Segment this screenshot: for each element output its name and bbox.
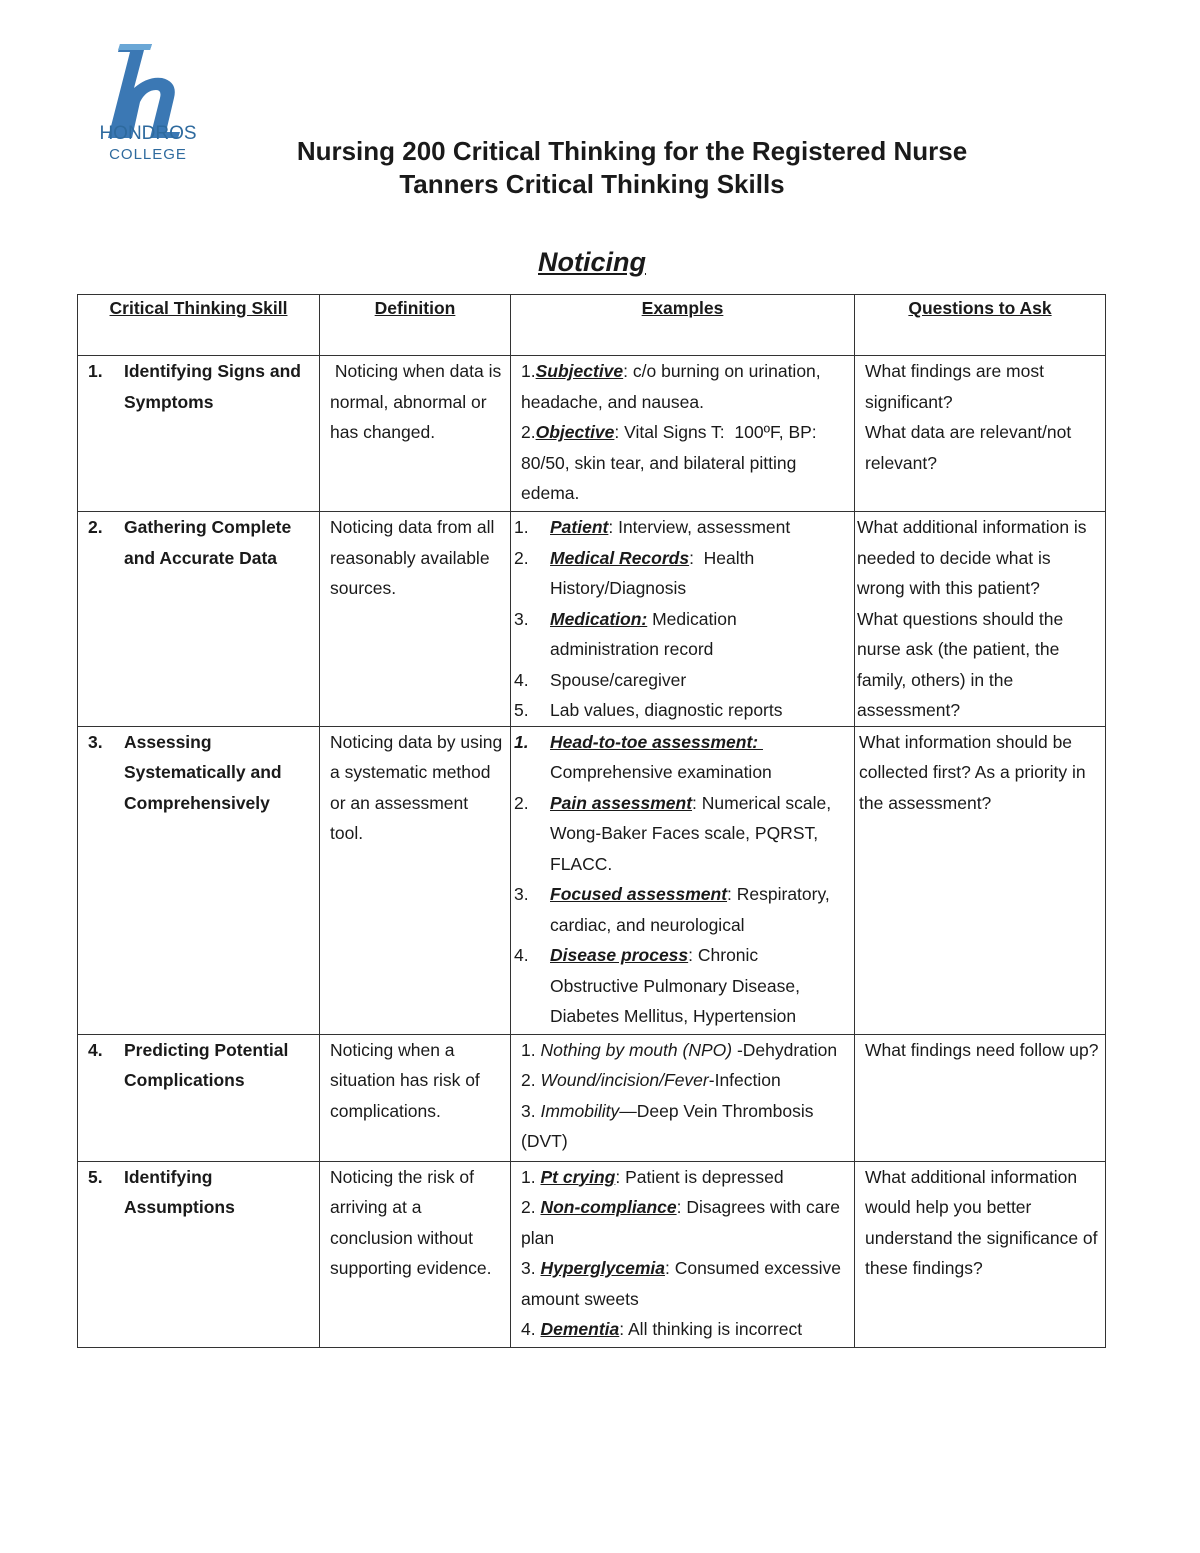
column-header: Critical Thinking Skill (78, 295, 320, 356)
definition-text: Noticing the risk of arriving at a conclusion without supporting evidence. (330, 1166, 492, 1278)
list-item: 2.Objective: Vital Signs T: 100ºF, BP: 80/50, skin tear, and bilateral pitting edema. (521, 422, 822, 503)
example-keyword: Pain assessment (550, 792, 693, 813)
skill-cell (78, 1161, 320, 1347)
skill-name: Assessing Systematically and Comprehensively (124, 731, 282, 813)
table-row (78, 1161, 1106, 1347)
table-row (78, 1034, 1106, 1161)
list-item: 3. Focused assessment: Respiratory, cardiac, and neurological (514, 884, 830, 935)
example-keyword: Medication: (550, 608, 648, 629)
list-item: 2. Wound/incision/Fever-Infection (521, 1070, 781, 1090)
definition-cell (320, 1161, 511, 1347)
table-row (78, 356, 1106, 512)
definition-text: Noticing data from all reasonably available sources. (330, 517, 495, 598)
list-item: 1. Nothing by mouth (NPO) -Dehydration (521, 1039, 838, 1060)
list-item: 3. Immobility—Deep Vein Thrombosis (DVT) (521, 1100, 819, 1151)
examples-cell (511, 1161, 855, 1347)
list-item: 2. Non-compliance: Disagrees with care plan (521, 1197, 845, 1248)
section-heading: Noticing (538, 247, 646, 277)
column-header: Examples (511, 295, 855, 356)
skill-number: 4. (88, 1039, 103, 1060)
list-item: 1. Pt crying: Patient is depressed (521, 1166, 784, 1187)
list-item: 3. Hyperglycemia: Consumed excessive amount sweets (521, 1258, 846, 1309)
skill-cell (78, 1034, 320, 1161)
skill-name: Gathering Complete and Accurate Data (124, 517, 292, 568)
definition-cell (320, 512, 511, 727)
example-keyword: Focused assessment (550, 884, 728, 904)
example-keyword: Wound/incision/Fever (540, 1070, 709, 1090)
question-text: What information should be collected first? As a priority in the assessment? (859, 731, 1086, 813)
example-keyword: Subjective (535, 361, 624, 381)
table-header-row (78, 295, 1106, 356)
list-item: 4. Dementia: All thinking is incorrect (521, 1319, 803, 1339)
questions-cell (855, 1161, 1106, 1347)
definition-text: Noticing data by using a systematic method or an assessment tool. (330, 731, 503, 843)
skill-number: 5. (88, 1166, 103, 1187)
definition-text: Noticing when data is normal, abnormal or has changed. (330, 361, 507, 442)
skill-number: 2. (88, 517, 103, 537)
example-keyword: Disease process (550, 945, 689, 965)
questions-cell (855, 726, 1106, 1034)
example-keyword: Head-to-toe assessment: (550, 731, 763, 752)
skill-cell (78, 726, 320, 1034)
list-item: 3. Medication: Medication administration record (514, 608, 737, 659)
definition-cell (320, 356, 511, 512)
list-item: 2. Medical Records: Health History/Diagnosis (514, 547, 760, 598)
page-title: Nursing 200 Critical Thinking for the Registered Nurse (296, 136, 968, 166)
examples-cell (511, 512, 855, 727)
list-item: 1. Patient: Interview, assessment (514, 517, 791, 537)
example-keyword: Dementia (540, 1319, 620, 1339)
list-item: 2. Pain assessment: Numerical scale, Wong-Baker Faces scale, PQRST, FLACC. (514, 792, 832, 874)
example-keyword: Nothing by mouth (NPO) (540, 1039, 733, 1060)
column-header: Definition (320, 295, 511, 356)
skill-name: Identifying Assumptions (124, 1166, 235, 1217)
questions-cell (855, 1034, 1106, 1161)
example-keyword: Immobility (540, 1100, 620, 1121)
examples-cell (511, 726, 855, 1034)
questions-cell (855, 356, 1106, 512)
definition-cell (320, 726, 511, 1034)
skill-name: Predicting Potential Complications (124, 1039, 289, 1090)
question-text: What data are relevant/not relevant? (865, 422, 1072, 473)
question-text: What findings are most significant? (865, 361, 1044, 412)
skills-table (77, 294, 1106, 1348)
list-item: 4. Spouse/caregiver (514, 669, 687, 690)
example-keyword: Hyperglycemia (540, 1258, 665, 1278)
skill-cell (78, 356, 320, 512)
skill-number: 1. (88, 361, 103, 381)
example-keyword: Non-compliance (540, 1197, 677, 1217)
definition-cell (320, 1034, 511, 1161)
skill-cell (78, 512, 320, 727)
example-keyword: Patient (550, 517, 609, 537)
questions-cell (855, 512, 1106, 727)
example-keyword: Medical Records (550, 547, 690, 568)
definition-text: Noticing when a situation has risk of complications. (330, 1039, 480, 1121)
skill-name: Identifying Signs and Symptoms (124, 361, 301, 412)
skill-number: 3. (88, 731, 103, 752)
column-header: Questions to Ask (855, 295, 1106, 356)
logo-line2: COLLEGE (109, 146, 187, 163)
examples-cell (511, 356, 855, 512)
question-text: What additional information would help you better understand the significance of these findings? (865, 1166, 1098, 1278)
table-row (78, 512, 1106, 727)
logo-line1: HONDROS (99, 123, 197, 144)
example-keyword: Objective (535, 422, 615, 442)
examples-cell (511, 1034, 855, 1161)
question-text: What questions should the nurse ask (the patient, the family, others) in the assessment? (857, 608, 1064, 720)
question-text: What findings need follow up? (865, 1039, 1099, 1060)
list-item: 4. Disease process: Chronic Obstructive Pulmonary Disease, Diabetes Mellitus, Hypertension (514, 945, 800, 1026)
page-subtitle: Tanners Critical Thinking Skills (399, 169, 785, 199)
example-keyword: Pt crying (540, 1166, 616, 1187)
question-text: What additional information is needed to decide what is wrong with this patient? (857, 517, 1087, 598)
list-item: 1. Head-to-toe assessment: Comprehensive examination (514, 731, 772, 782)
table-row (78, 726, 1106, 1034)
list-item: 5. Lab values, diagnostic reports (514, 700, 783, 720)
list-item: 1.Subjective: c/o burning on urination, headache, and nausea. (521, 361, 821, 412)
